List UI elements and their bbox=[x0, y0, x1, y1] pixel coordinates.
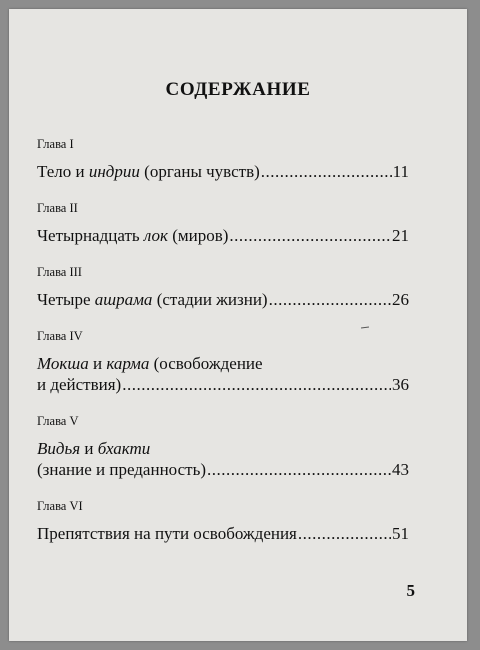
entry-text: Четырнадцать лок (миров) bbox=[37, 226, 229, 245]
leader-dots bbox=[298, 523, 391, 544]
toc-entry-row bbox=[37, 225, 409, 246]
page-ref: 26 bbox=[392, 290, 409, 309]
chapter-label: Глава II bbox=[37, 201, 78, 215]
toc-chapter-1 bbox=[37, 137, 409, 182]
page-ref: 21 bbox=[392, 226, 409, 245]
entry-text: и действия) bbox=[37, 375, 122, 394]
entry-text: Препятствия на пути освобождения bbox=[37, 524, 297, 543]
page-title: СОДЕРЖАНИЕ bbox=[165, 79, 311, 100]
toc-entry-row bbox=[37, 523, 409, 544]
leader-dots bbox=[229, 225, 391, 246]
page-ref: 43 bbox=[392, 460, 409, 479]
leader-dots bbox=[261, 161, 392, 182]
page-ref: 51 bbox=[392, 524, 409, 543]
page-ref: 11 bbox=[392, 162, 409, 181]
chapter-label: Глава IV bbox=[37, 329, 83, 343]
chapter-label: Глава VI bbox=[37, 499, 83, 513]
page-number: 5 bbox=[406, 581, 415, 600]
toc-entry-row bbox=[37, 374, 409, 395]
chapter-label: Глава III bbox=[37, 265, 82, 279]
chapter-label: Глава I bbox=[37, 137, 74, 151]
toc-entry-row bbox=[37, 459, 409, 480]
entry-text: Четыре ашрама (стадии жизни) bbox=[37, 290, 268, 309]
entry-text: Тело и индрии (органы чувств) bbox=[37, 162, 260, 181]
leader-dots bbox=[269, 289, 391, 310]
entry-text: (знание и преданность) bbox=[37, 460, 206, 479]
chapter-label: Глава V bbox=[37, 414, 79, 428]
toc-entry-row bbox=[37, 289, 409, 310]
toc-chapter-2 bbox=[37, 201, 409, 246]
toc-chapter-4 bbox=[37, 329, 409, 395]
entry-text: Видья и бхакти bbox=[37, 439, 151, 458]
entry-text: Мокша и карма (освобождение bbox=[37, 354, 263, 373]
toc-chapter-5 bbox=[37, 414, 409, 480]
leader-dots bbox=[122, 374, 391, 395]
book-page bbox=[9, 9, 467, 641]
toc-chapter-6 bbox=[37, 499, 409, 544]
leader-dots bbox=[207, 459, 391, 480]
page-ref: 36 bbox=[392, 375, 409, 394]
toc-entry-row bbox=[37, 161, 409, 182]
toc-chapter-3 bbox=[37, 265, 409, 310]
